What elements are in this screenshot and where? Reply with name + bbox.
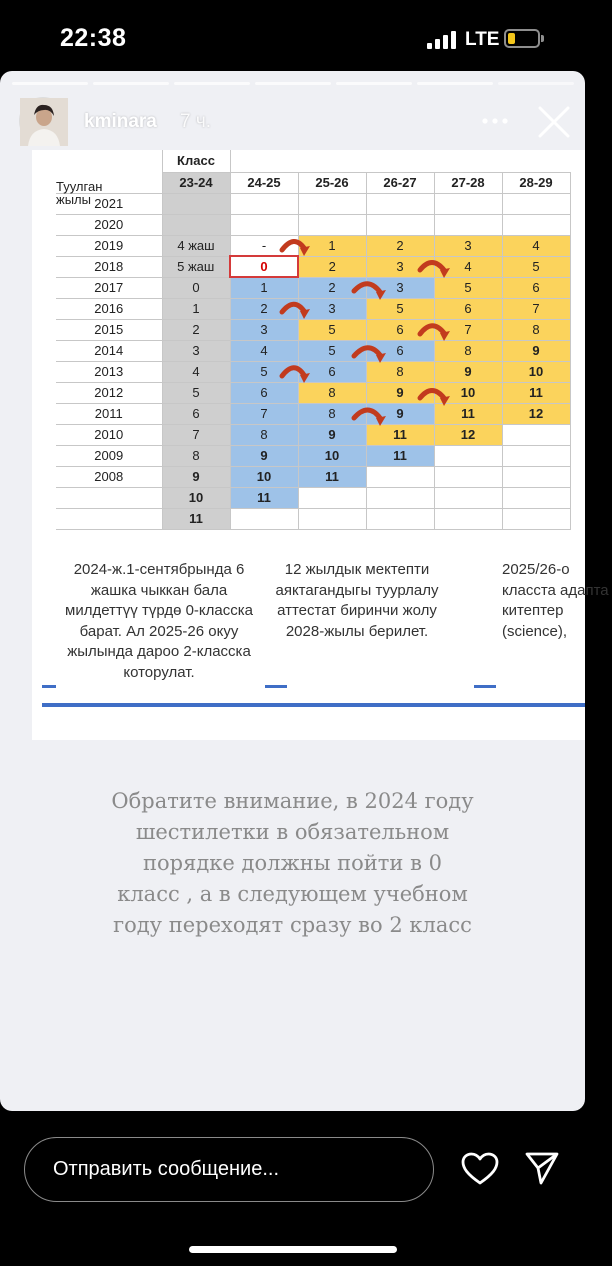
grade-cell: 11 bbox=[434, 403, 502, 424]
grade-cell: 1 bbox=[162, 298, 230, 319]
birth-year-label: Туулган жылы bbox=[56, 179, 103, 207]
grade-cell: 2 bbox=[298, 277, 366, 298]
year-cell: 2009 bbox=[56, 445, 162, 466]
grade-cell: 6 bbox=[298, 361, 366, 382]
close-icon[interactable] bbox=[535, 103, 573, 141]
grade-cell: 7 bbox=[162, 424, 230, 445]
class-label: Класс bbox=[162, 150, 230, 172]
divider-line bbox=[42, 703, 585, 707]
grade-cell: 6 bbox=[434, 298, 502, 319]
table-header-cell: 24-25 bbox=[230, 172, 298, 193]
grade-cell: 10 bbox=[434, 382, 502, 403]
grade-cell bbox=[230, 508, 298, 529]
grade-cell bbox=[366, 508, 434, 529]
grade-cell: 9 bbox=[366, 403, 434, 424]
grade-cell bbox=[162, 214, 230, 235]
grade-cell: 5 жаш bbox=[162, 256, 230, 277]
table-corner bbox=[56, 150, 162, 172]
battery-icon bbox=[504, 29, 540, 48]
table-row bbox=[56, 256, 570, 277]
grade-cell bbox=[502, 466, 570, 487]
grade-cell: 3 bbox=[434, 235, 502, 256]
grade-cell: 6 bbox=[502, 277, 570, 298]
grade-cell: 4 bbox=[162, 361, 230, 382]
grade-cell bbox=[434, 214, 502, 235]
year-cell: 2018 bbox=[56, 256, 162, 277]
year-cell bbox=[56, 508, 162, 529]
grade-cell: 10 bbox=[502, 361, 570, 382]
message-input[interactable] bbox=[53, 1158, 413, 1181]
network-label: LTE bbox=[465, 29, 500, 50]
grade-cell: 2 bbox=[162, 319, 230, 340]
grade-cell bbox=[502, 445, 570, 466]
divider-dash bbox=[265, 685, 287, 688]
grade-cell bbox=[230, 193, 298, 214]
year-cell: 2016 bbox=[56, 298, 162, 319]
grade-cell: 11 bbox=[502, 382, 570, 403]
grade-cell: 9 bbox=[366, 382, 434, 403]
caption-attestat: 12 жылдык мектепти аяктагандыгы туурлалу аттестат биринчи жолу 2028-жылы берилет. bbox=[275, 561, 439, 640]
grade-cell: 8 bbox=[366, 361, 434, 382]
grade-cell bbox=[162, 193, 230, 214]
year-cell: 2019 bbox=[56, 235, 162, 256]
table-row bbox=[56, 214, 570, 235]
year-cell: 2020 bbox=[56, 214, 162, 235]
grade-cell: 4 bbox=[230, 340, 298, 361]
school-grade-table bbox=[56, 150, 571, 530]
grade-cell: 11 bbox=[162, 508, 230, 529]
grade-cell: 8 bbox=[434, 340, 502, 361]
year-cell: 2015 bbox=[56, 319, 162, 340]
grade-cell: 7 bbox=[502, 298, 570, 319]
story-progress bbox=[12, 82, 574, 85]
grade-cell bbox=[502, 508, 570, 529]
story-text: Обратите внимание, в 2024 году шестилетки в обязательном порядке должны пойти в 0 класс , а в следующем учебном году переходят сразу во 2 класс bbox=[111, 789, 474, 937]
grade-cell: 1 bbox=[230, 277, 298, 298]
table-row bbox=[56, 298, 570, 319]
table-row bbox=[56, 361, 570, 382]
year-cell: 2012 bbox=[56, 382, 162, 403]
table-row bbox=[56, 340, 570, 361]
battery-tip bbox=[541, 35, 544, 42]
grade-cell: 0 bbox=[230, 256, 298, 277]
grade-cell bbox=[298, 214, 366, 235]
grade-cell: 4 bbox=[502, 235, 570, 256]
send-icon[interactable] bbox=[524, 1150, 560, 1186]
table-row bbox=[56, 382, 570, 403]
grade-cell: 2 bbox=[230, 298, 298, 319]
grade-cell: 9 bbox=[434, 361, 502, 382]
grade-cell: 5 bbox=[298, 319, 366, 340]
grade-cell: 3 bbox=[366, 277, 434, 298]
grade-cell: 1 bbox=[298, 235, 366, 256]
grade-cell: 8 bbox=[162, 445, 230, 466]
year-cell: 2008 bbox=[56, 466, 162, 487]
divider-dash bbox=[474, 685, 496, 688]
grade-cell bbox=[366, 487, 434, 508]
grade-cell: 8 bbox=[230, 424, 298, 445]
table-header-cell: 28-29 bbox=[502, 172, 570, 193]
grade-cell: 11 bbox=[298, 466, 366, 487]
avatar[interactable] bbox=[19, 97, 67, 145]
table-header-cell: 26-27 bbox=[366, 172, 434, 193]
grade-cell bbox=[366, 193, 434, 214]
grade-cell: 12 bbox=[434, 424, 502, 445]
grade-cell: 3 bbox=[366, 256, 434, 277]
table-header-cell: 27-28 bbox=[434, 172, 502, 193]
story-time-ago: 7 ч. bbox=[180, 111, 212, 132]
profile-photo-icon bbox=[20, 98, 68, 146]
grade-cell: 3 bbox=[298, 298, 366, 319]
more-options-icon[interactable] bbox=[480, 109, 510, 133]
table-row bbox=[56, 319, 570, 340]
grade-cell: 7 bbox=[434, 319, 502, 340]
story-viewer[interactable] bbox=[0, 71, 609, 1111]
grade-cell bbox=[502, 214, 570, 235]
grade-cell: 4 жаш bbox=[162, 235, 230, 256]
grade-cell bbox=[298, 487, 366, 508]
year-cell bbox=[56, 487, 162, 508]
grade-cell bbox=[366, 466, 434, 487]
grade-cell: 12 bbox=[502, 403, 570, 424]
cellular-signal-icon bbox=[427, 31, 457, 49]
grade-cell: 10 bbox=[162, 487, 230, 508]
grade-cell bbox=[434, 445, 502, 466]
grade-cell: 2 bbox=[366, 235, 434, 256]
grade-cell: 8 bbox=[502, 319, 570, 340]
grade-cell bbox=[366, 214, 434, 235]
grade-cell: 11 bbox=[230, 487, 298, 508]
grade-cell: 9 bbox=[230, 445, 298, 466]
grade-cell bbox=[502, 487, 570, 508]
table-row bbox=[56, 508, 570, 529]
grade-cell: 6 bbox=[366, 340, 434, 361]
grade-cell: 6 bbox=[366, 319, 434, 340]
grade-cell: 10 bbox=[230, 466, 298, 487]
grade-cell bbox=[298, 508, 366, 529]
table-row bbox=[56, 487, 570, 508]
grade-cell: 11 bbox=[366, 445, 434, 466]
table-header-cell: 25-26 bbox=[298, 172, 366, 193]
grade-cell: 3 bbox=[230, 319, 298, 340]
grade-cell bbox=[434, 487, 502, 508]
grade-cell: 5 bbox=[366, 298, 434, 319]
caption-adaptation: 2025/26-о класста адапта китептер (science), bbox=[502, 561, 609, 640]
table-row bbox=[56, 466, 570, 487]
story-photo bbox=[32, 150, 609, 740]
grade-cell bbox=[434, 193, 502, 214]
grade-cell: 0 bbox=[162, 277, 230, 298]
year-cell: 2013 bbox=[56, 361, 162, 382]
grade-cell: 8 bbox=[298, 382, 366, 403]
status-bar bbox=[0, 0, 585, 70]
grade-cell: 9 bbox=[298, 424, 366, 445]
grade-cell: 7 bbox=[230, 403, 298, 424]
table-row bbox=[56, 235, 570, 256]
grade-cell: 11 bbox=[366, 424, 434, 445]
grade-cell: 8 bbox=[298, 403, 366, 424]
table-row bbox=[56, 445, 570, 466]
table-row bbox=[56, 403, 570, 424]
story-username[interactable]: kminara bbox=[84, 111, 157, 132]
year-cell: 2014 bbox=[56, 340, 162, 361]
grade-cell: 10 bbox=[298, 445, 366, 466]
grade-cell bbox=[502, 193, 570, 214]
status-time: 22:38 bbox=[60, 24, 127, 52]
table-header-cell: 23-24 bbox=[162, 172, 230, 193]
grade-cell: - bbox=[230, 235, 298, 256]
grade-cell: 4 bbox=[434, 256, 502, 277]
grade-cell: 2 bbox=[298, 256, 366, 277]
grade-cell: 5 bbox=[502, 256, 570, 277]
divider-dash bbox=[42, 685, 56, 688]
grade-cell bbox=[298, 193, 366, 214]
grade-cell: 6 bbox=[162, 403, 230, 424]
caption-zero-class: 2024-ж.1-сентябрында 6 жашка чыккан бала милдеттүү түрдө 0-класска барат. Ал 2025-26 окуу жылында дароо 2-класска которулат. bbox=[65, 561, 253, 681]
grade-cell bbox=[434, 508, 502, 529]
grade-cell: 6 bbox=[230, 382, 298, 403]
grade-cell: 5 bbox=[298, 340, 366, 361]
grade-cell: 5 bbox=[162, 382, 230, 403]
grade-cell: 9 bbox=[162, 466, 230, 487]
grade-cell bbox=[230, 214, 298, 235]
year-cell: 2010 bbox=[56, 424, 162, 445]
grade-cell bbox=[502, 424, 570, 445]
grade-cell: 5 bbox=[230, 361, 298, 382]
year-cell: 2021 bbox=[56, 193, 162, 214]
home-indicator[interactable] bbox=[189, 1246, 397, 1253]
table-body bbox=[56, 193, 570, 529]
year-cell: 2017 bbox=[56, 277, 162, 298]
grade-cell: 9 bbox=[502, 340, 570, 361]
table-row bbox=[56, 277, 570, 298]
table-row bbox=[56, 424, 570, 445]
table-row bbox=[56, 193, 570, 214]
grade-cell bbox=[434, 466, 502, 487]
message-bar[interactable] bbox=[24, 1137, 434, 1202]
year-cell: 2011 bbox=[56, 403, 162, 424]
grade-cell: 3 bbox=[162, 340, 230, 361]
heart-icon[interactable] bbox=[461, 1152, 499, 1186]
grade-cell: 5 bbox=[434, 277, 502, 298]
